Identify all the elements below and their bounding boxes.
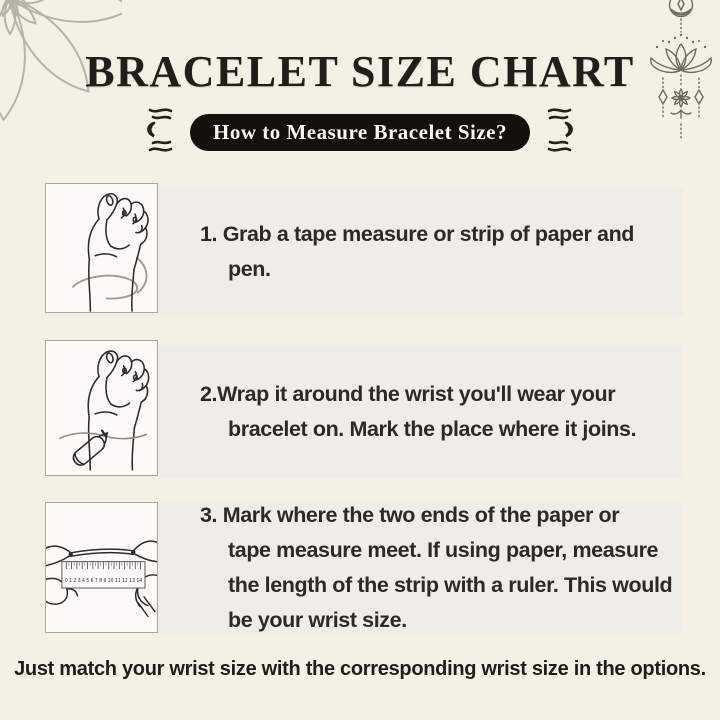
step-1-row [45, 188, 683, 316]
step-3-text [200, 498, 672, 638]
swirl-bracket-right-icon [543, 106, 579, 159]
step-3-line: be your wrist size. [228, 608, 407, 632]
step-3-line: the length of the strip with a ruler. This would [228, 573, 673, 597]
step-3-row [45, 503, 683, 633]
step-1-line: 1. Grab a tape measure or strip of paper and [200, 222, 635, 246]
step-2-line: bracelet on. Mark the place where it joins. [228, 416, 637, 441]
step-3-line: 3. Mark where the two ends of the paper or [200, 503, 620, 527]
swirl-bracket-left-icon [141, 106, 177, 159]
fist-with-tape-measure-illustration-icon [45, 183, 158, 313]
step-1-line: pen. [228, 257, 271, 281]
step-2-text [200, 377, 636, 447]
fist-with-pen-marking-wrist-illustration-icon [45, 340, 158, 476]
steps-list [45, 188, 683, 633]
step-2-line: 2.Wrap it around the wrist you'll wear your [200, 381, 616, 406]
badge-row [0, 106, 720, 159]
footer-note: Just match your wrist size with the corresponding wrist size in the options. [14, 658, 706, 680]
subtitle-badge-label: How to Measure Bracelet Size? [212, 120, 508, 144]
step-2-row [45, 345, 683, 478]
ruler-numbers: 0 1 2 3 4 5 6 7 8 9 10 11 12 13 14 [64, 578, 143, 585]
hands-stretching-strip-over-ruler-illustration-icon [45, 502, 158, 633]
subtitle-badge [190, 114, 530, 151]
step-1-text [200, 217, 634, 287]
step-3-line: tape measure meet. If using paper, measure [228, 538, 659, 562]
page-title: BRACELET SIZE CHART [85, 47, 635, 96]
